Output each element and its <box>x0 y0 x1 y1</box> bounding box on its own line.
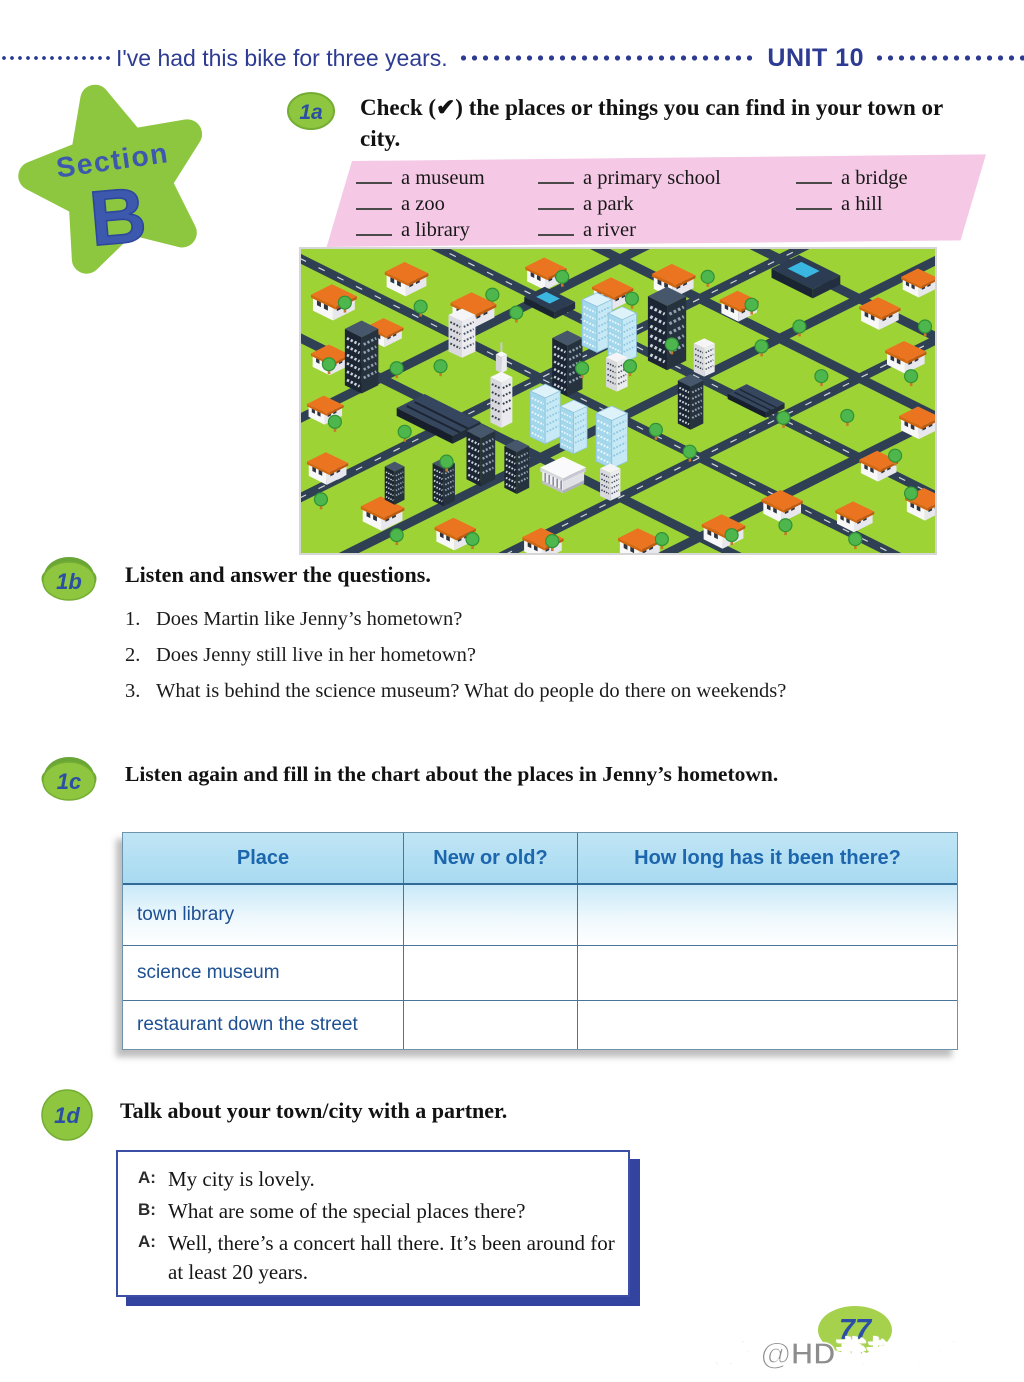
checklist <box>356 167 980 245</box>
dialogue-box <box>116 1150 630 1297</box>
question-3 <box>125 680 985 703</box>
check-blank <box>796 169 832 184</box>
dotted-leader-middle <box>458 52 758 64</box>
table-header-how-long: How long has it been there? <box>634 846 901 869</box>
checklist-label: a park <box>583 193 634 215</box>
check-blank <box>538 221 574 236</box>
dotted-leader-left <box>0 52 112 64</box>
dialogue-line <box>138 1229 618 1287</box>
activity-1c-badge <box>36 748 102 806</box>
checklist-label: a bridge <box>841 167 908 189</box>
cell-place: restaurant down the street <box>123 1001 404 1049</box>
star-icon <box>12 70 222 280</box>
watermark: 头条 @HD燕赵时光 <box>690 1336 960 1371</box>
dotted-leader-right <box>874 52 1024 64</box>
checklist-item <box>796 193 976 219</box>
instruction-1a: Check (✔) the places or things you can find in your town or city. <box>360 95 943 151</box>
checklist-item <box>796 167 976 193</box>
cell-new-or-old <box>404 946 578 1000</box>
dialogue-text: What are some of the special places there? <box>168 1199 526 1223</box>
checklist-item <box>356 167 538 193</box>
section-letter: B <box>86 172 150 263</box>
cell-how-long <box>578 885 957 945</box>
city-map-illustration <box>299 247 937 555</box>
dialogue-line <box>138 1165 618 1194</box>
page-number: 77 <box>838 1313 872 1346</box>
checklist-label: a library <box>401 219 470 241</box>
speaker-label: A: <box>138 1168 156 1187</box>
places-table <box>122 832 958 1050</box>
checklist-label: a primary school <box>583 167 721 189</box>
check-blank <box>356 169 392 184</box>
heading-1d: Talk about your town/city with a partner. <box>120 1098 508 1123</box>
city-map-svg <box>301 249 935 553</box>
cell-new-or-old <box>404 885 578 945</box>
table-header-new-or-old: New or old? <box>404 833 578 883</box>
unit-title: I've had this bike for three years. <box>116 44 448 71</box>
dialogue-line <box>138 1197 618 1226</box>
checklist-column-1 <box>356 167 538 245</box>
dialogue-text: Well, there’s a concert hall there. It’s been around for at least 20 years. <box>168 1231 615 1284</box>
cell-new-or-old <box>404 1001 578 1049</box>
badge-1a-label: 1a <box>299 101 323 124</box>
question-number: 1. <box>125 608 141 630</box>
question-text: Does Jenny still live in her hometown? <box>156 644 476 666</box>
question-number: 3. <box>125 680 141 702</box>
cell-how-long <box>578 1001 957 1049</box>
check-blank <box>796 195 832 210</box>
check-blank <box>356 221 392 236</box>
activity-1b-badge <box>36 548 102 606</box>
checklist-item <box>538 193 796 219</box>
table-header-place: Place <box>123 833 404 883</box>
checklist-label: a museum <box>401 167 485 189</box>
checklist-item <box>538 167 796 193</box>
badge-1c-label: 1c <box>56 769 82 794</box>
speaker-label: A: <box>138 1232 156 1251</box>
question-text: Does Martin like Jenny’s hometown? <box>156 608 463 630</box>
check-blank <box>356 195 392 210</box>
badge-1d-label: 1d <box>54 1103 80 1128</box>
activity-1a-badge <box>286 90 336 132</box>
section-word: Section <box>54 137 171 185</box>
heading-1c: Listen again and fill in the chart about the places in Jenny’s hometown. <box>125 762 779 786</box>
checklist-item <box>538 219 796 245</box>
badge-1b-label: 1b <box>56 569 82 594</box>
checklist-label: a hill <box>841 193 883 215</box>
check-blank <box>538 169 574 184</box>
table-row <box>123 946 957 1001</box>
dialogue-text: My city is lovely. <box>168 1167 315 1191</box>
cell-place: science museum <box>123 946 404 1000</box>
question-text: What is behind the science museum? What do people do there on weekends? <box>156 680 787 702</box>
unit-number: UNIT 10 <box>767 43 864 72</box>
question-list <box>125 608 985 716</box>
checklist-item <box>356 219 538 245</box>
cell-place: town library <box>123 885 404 945</box>
checklist-column-2 <box>538 167 796 245</box>
check-blank <box>538 195 574 210</box>
activity-1d-badge <box>40 1088 94 1142</box>
table-row <box>123 885 957 946</box>
table-header-row <box>123 833 957 885</box>
cell-how-long <box>578 946 957 1000</box>
page-footer <box>688 1306 1024 1376</box>
checklist-label: a zoo <box>401 193 445 215</box>
checklist-label: a river <box>583 219 636 241</box>
heading-1b: Listen and answer the questions. <box>125 562 431 587</box>
speaker-label: B: <box>138 1200 156 1219</box>
question-2 <box>125 644 985 667</box>
table-row <box>123 1001 957 1049</box>
question-1 <box>125 608 985 631</box>
checklist-item <box>356 193 538 219</box>
question-number: 2. <box>125 644 141 666</box>
checklist-column-3 <box>796 167 976 245</box>
section-star-badge <box>12 70 222 280</box>
